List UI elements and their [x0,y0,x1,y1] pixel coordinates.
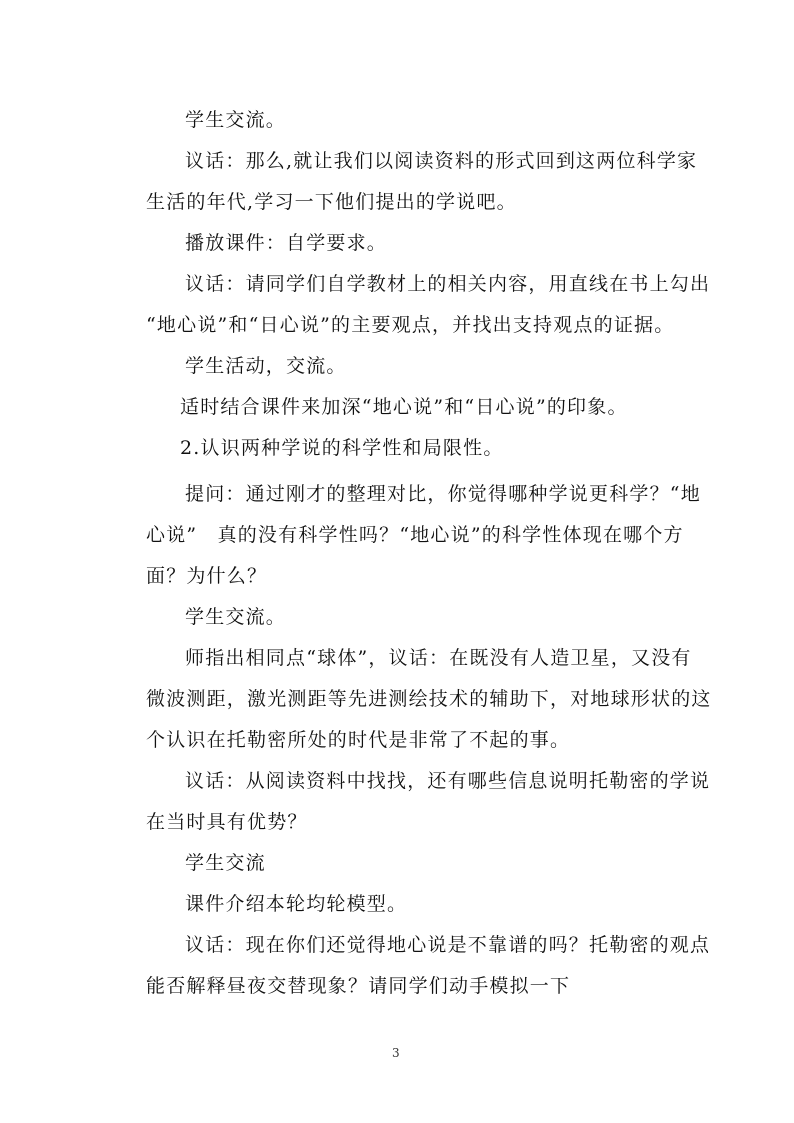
paragraph-line-8: 适时结合课件来加深“地心说”和“日心说”的印象。 [180,396,628,418]
paragraph-line-10: 提问：通过刚才的整理对比，你觉得哪种学说更科学？“地 [185,483,701,505]
paragraph-line-22: 能否解释昼夜交替现象？请同学们动手模拟一下 [146,975,571,997]
paragraph-line-18: 在当时具有优势？ [146,811,308,833]
paragraph-line-12: 面？为什么？ [146,565,268,587]
paragraph-line-2: 议话：那么,就让我们以阅读资料的形式回到这两位科学家 [185,150,698,172]
paragraph-line-21: 议话：现在你们还觉得地心说是不靠谱的吗？托勒密的观点 [185,934,711,956]
paragraph-line-6: “地心说”和“日心说”的主要观点，并找出支持观点的证据。 [146,314,675,336]
paragraph-line-3: 生活的年代,学习一下他们提出的学说吧。 [146,191,517,213]
paragraph-line-17: 议话：从阅读资料中找找，还有哪些信息说明托勒密的学说 [185,770,711,792]
section-heading: 2.认识两种学说的科学性和局限性。 [180,437,504,459]
paragraph-line-4: 播放课件：自学要求。 [185,232,388,254]
paragraph-line-20: 课件介绍本轮均轮模型。 [185,893,408,915]
paragraph-line-16: 个认识在托勒密所处的时代是非常了不起的事。 [146,729,571,751]
paragraph-line-19: 学生交流 [185,852,266,874]
page-number: 3 [392,1046,400,1060]
paragraph-line-11: 心说” 真的没有科学性吗？“地心说”的科学性体现在哪个方 [146,524,684,546]
paragraph-line-1: 学生交流。 [185,109,287,131]
paragraph-line-5: 议话：请同学们自学教材上的相关内容，用直线在书上勾出 [185,273,711,295]
paragraph-line-13: 学生交流。 [185,606,287,628]
paragraph-line-7: 学生活动，交流。 [185,355,347,377]
paragraph-line-15: 微波测距，激光测距等先进测绘技术的辅助下，对地球形状的这 [146,688,712,710]
paragraph-line-14: 师指出相同点“球体”，议话：在既没有人造卫星，又没有 [185,647,692,669]
